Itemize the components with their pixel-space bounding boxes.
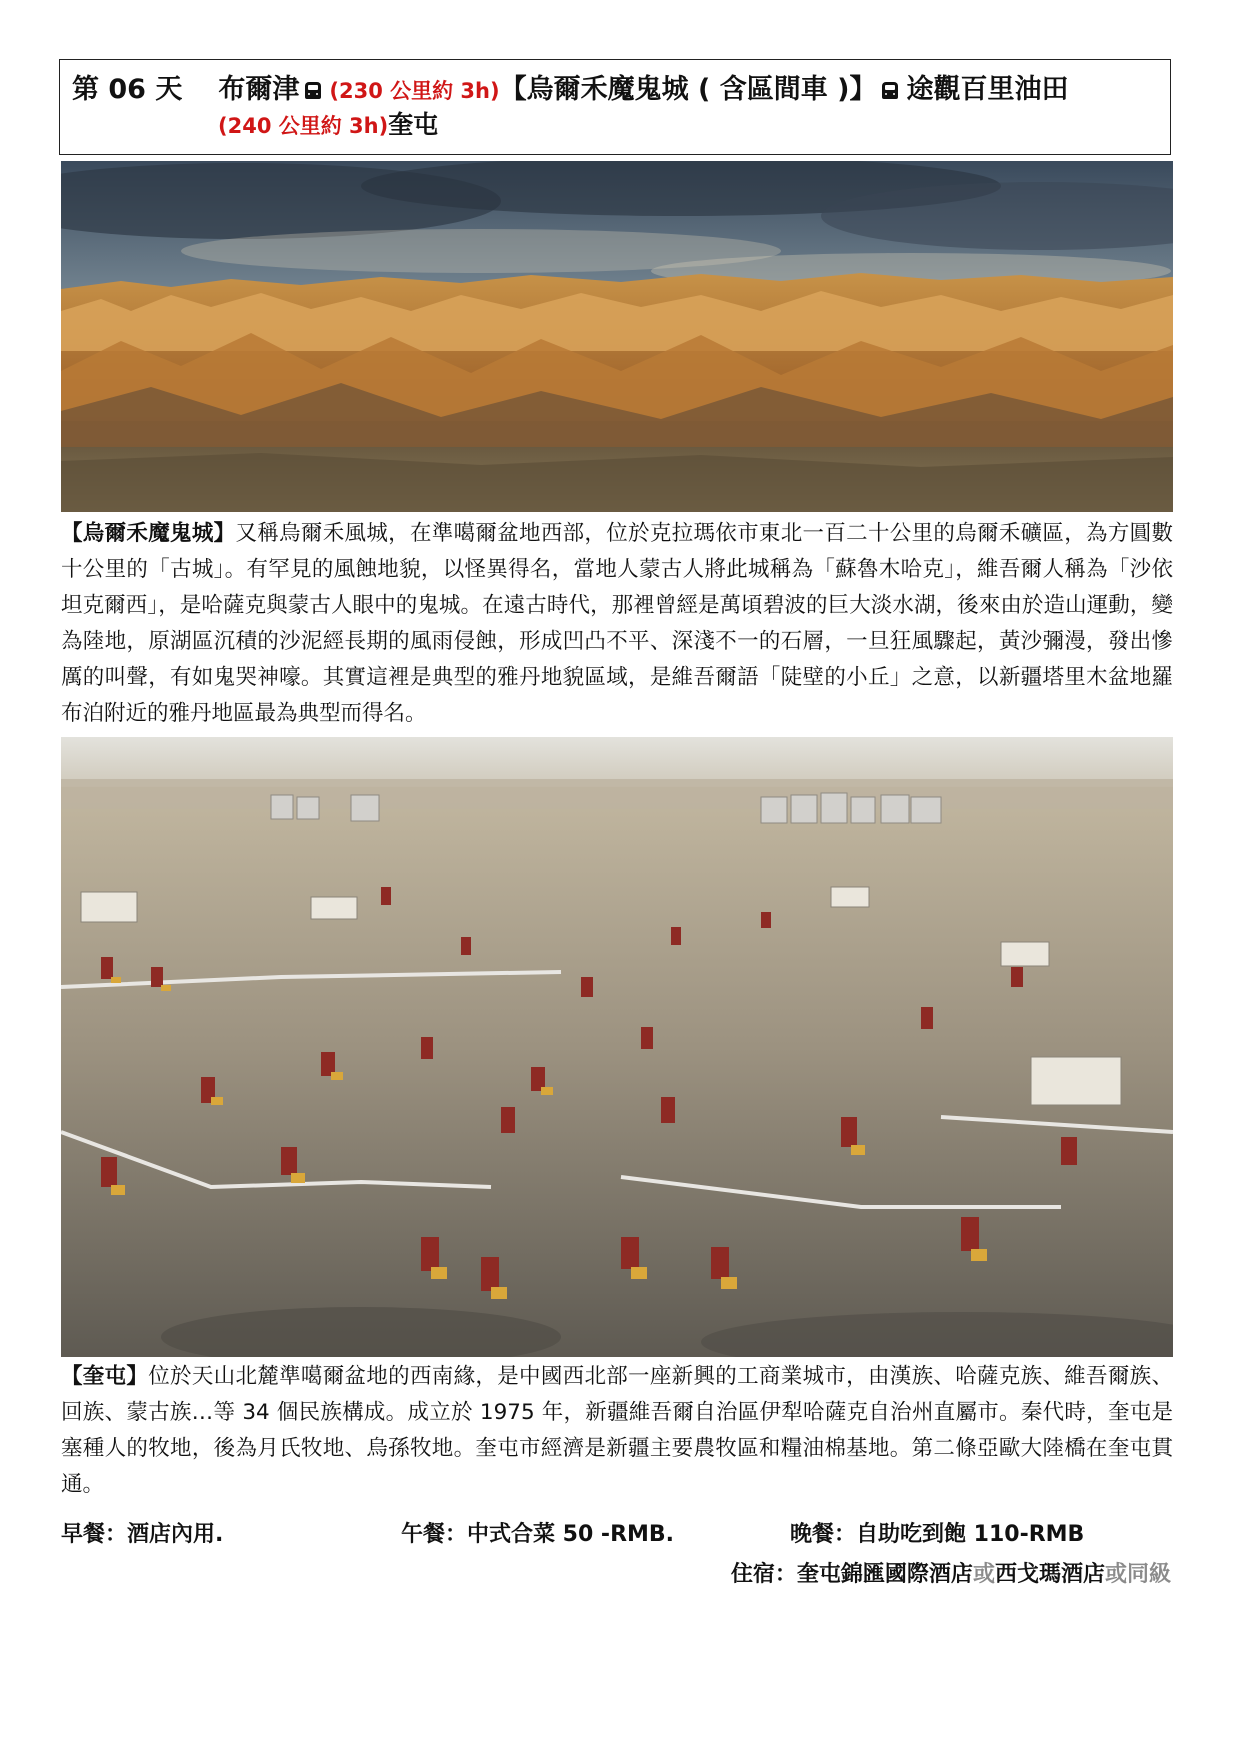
or-connector-1: 或	[972, 1562, 995, 1587]
leg2-distance: (240 公里約 3h)	[218, 114, 389, 138]
header-line-2	[218, 110, 438, 141]
or-connector-2: 或	[1104, 1562, 1127, 1587]
ghost-city-photo	[61, 161, 1173, 512]
destination-city: 奎屯	[388, 110, 439, 139]
dinner-info: 晚餐：自助吃到飽 110-RMB	[790, 1522, 1085, 1547]
day-label: 第 06 天	[72, 74, 183, 105]
hotel-option-1: 奎屯錦匯國際酒店	[796, 1562, 973, 1587]
lunch-info: 午餐：中式合菜 50 -RMB.	[401, 1522, 675, 1547]
ghost-city-body: 又稱烏爾禾風城，在準噶爾盆地西部，位於克拉瑪依市東北一百二十公里的烏爾禾礦區，為方圓數十公里的「古城」。有罕見的風蝕地貌，以怪異得名，當地人蒙古人將此城稱為「蘇魯木哈克」，維吾爾人稱為「沙依坦克爾西」，是哈薩克與蒙古人眼中的鬼城。在遠古時代，那裡曾經是萬頃碧波的巨大淡水湖，後來由於造山運動，變為陸地，原湖區沉積的沙泥經長期的風雨侵蝕，形成凹凸不平、深淺不一的石層，一旦狂風驟起，黃沙彌漫，發出慘厲的叫聲，有如鬼哭神嚎。其實這裡是典型的雅丹地貌區域，是維吾爾語「陡壁的小丘」之意，以新疆塔里木盆地羅布泊附近的雅丹地區最為典型而得名。	[61, 521, 1173, 726]
oil-field-photo	[61, 737, 1173, 1357]
ghost-city-description	[61, 516, 1173, 732]
kuytun-title: 【奎屯】	[61, 1364, 149, 1389]
kuytun-description	[61, 1359, 1173, 1503]
bus-icon	[882, 82, 898, 99]
kuytun-body: 位於天山北麓準噶爾盆地的西南緣，是中國西北部一座新興的工商業城市，由漢族、哈薩克族、維吾爾族、回族、蒙古族…等 34 個民族構成。成立於 1975 年，新疆維吾爾自治區伊犁哈薩克自治州直屬市。秦代時，奎屯是塞種人的牧地，後為月氏牧地、烏孫牧地。奎屯市經濟是新疆主要農牧區和糧油棉基地。第二條亞歐大陸橋在奎屯貫通。	[61, 1364, 1173, 1497]
bus-icon	[305, 82, 321, 99]
origin-city: 布爾津	[218, 74, 300, 105]
day-header	[59, 59, 1171, 155]
breakfast-info: 早餐：酒店內用.	[61, 1522, 224, 1547]
lodging-label: 住宿：	[730, 1562, 797, 1587]
header-line-1	[72, 74, 1068, 107]
ghost-city-title: 【烏爾禾魔鬼城】	[61, 521, 236, 546]
meals-row	[61, 1517, 1173, 1553]
hotel-option-2: 西戈瑪酒店	[994, 1562, 1105, 1587]
via-name: 途觀百里油田	[906, 74, 1069, 105]
stop-name: 【烏爾禾魔鬼城 ( 含區間車 )】	[499, 74, 877, 105]
equivalent-hotel: 同級	[1126, 1562, 1171, 1587]
lodging-info	[731, 1557, 1171, 1588]
leg1-distance: (230 公里約 3h)	[329, 79, 500, 103]
